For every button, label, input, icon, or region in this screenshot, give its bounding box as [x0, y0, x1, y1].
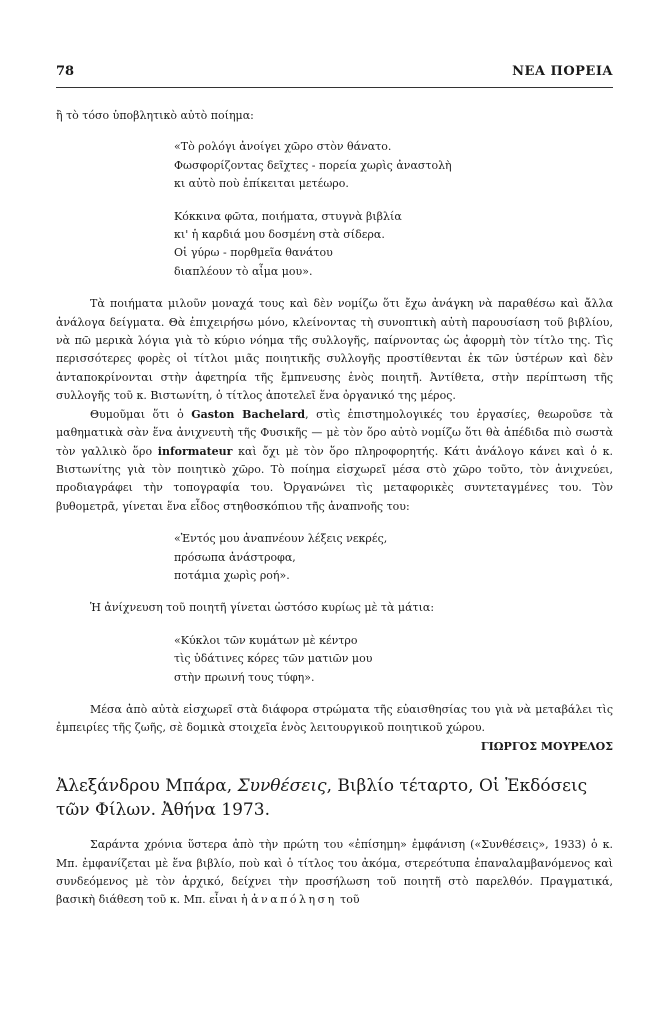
running-head: ΝΕΑ ΠΟΡΕΙΑ	[512, 64, 613, 79]
poem-line: Φωσφορίζοντας δεῖχτες - πορεία χωρὶς ἀναστολὴ	[174, 158, 452, 172]
review-author: Ἀλεξάνδρου Μπάρα,	[56, 776, 238, 797]
para2-text-a: Θυμοῦμαι ὅτι ὁ	[90, 407, 192, 421]
author-signature: ΓΙΩΡΓΟΣ ΜΟΥΡΕΛΟΣ	[480, 739, 613, 753]
paragraph-1: Τὰ ποιήματα μιλοῦν μοναχά τους καὶ δὲν νομίζω ὅτι ἔχω ἀνάγκη νὰ παραθέσω καὶ ἄλλα ἀνάλογα δείγματα. Θὰ ἐπιχειρήσω μόνο, κλείνοντας τὴ συνοπτικὴ αὐτὴ παρουσίαση τοῦ βιβλίου, νὰ πῶ μερικὰ λόγια γιὰ τὸ κύριο νόημα τῆς συλλογῆς, παίρνοντας ὡς ἀφορμὴ τὸν τίτλο της. Τὶς περισσότερες φορὲς οἱ τίτλοι μιᾶς ποιητικῆς συλλογῆς προστίθενται ἐκ τῶν ὑστέρων καὶ δὲν ἀνταποκρίνονται στὴν ἀφετηρία τῆς ἔμπνευσης ἑνὸς ποιητῆ. Ἀντίθετα, στὴν περίπτωση τῆς συλλογῆς τοῦ κ. Βιστωνίτη, ὁ τίτλος ἀποτελεῖ ἕνα ὀργανικό της μέρος.	[56, 297, 613, 403]
block-gap	[56, 281, 613, 295]
spaced-word: ἀναπόληση	[251, 893, 337, 907]
poem-line: πρόσωπα ἀνάστροφα,	[174, 550, 296, 564]
review-text-b: τοῦ	[336, 893, 360, 907]
poem-line: «Τὸ ρολόγι ἀνοίγει χῶρο στὸν θάνατο.	[174, 140, 392, 154]
paragraph-2	[56, 406, 613, 516]
name-bachelard: Gaston Bachelard	[191, 407, 306, 421]
poem-line: κι' ἡ καρδιά μου δοσμένη στὰ σίδερα.	[174, 228, 385, 242]
review-book-title: Συνθέσεις	[237, 776, 327, 797]
block-gap	[56, 516, 613, 530]
block-gap	[56, 618, 613, 632]
stanza-gap	[174, 194, 613, 208]
poem-line: Κόκκινα φῶτα, ποιήματα, στυγνὰ βιβλία	[174, 209, 402, 223]
review-paragraph	[56, 836, 613, 910]
review-publication: , Βιβλίο τέταρτο, Οἱ Ἐκδόσεις τῶν Φίλων. Ἀθήνα 1973.	[56, 776, 588, 821]
poem-excerpt-1	[174, 138, 613, 281]
poem-excerpt-2	[174, 530, 613, 585]
page-header	[56, 64, 613, 86]
poem-line: διαπλέουν τὸ αἷμα μου».	[174, 264, 313, 278]
article-body	[56, 107, 613, 910]
poem-line: στὴν πρωινή τους τύφη».	[174, 670, 315, 684]
poem-line: κι αὐτὸ ποὺ ἐπίκειται μετέωρο.	[174, 177, 349, 191]
poem-line: «Ἐντός μου ἀναπνέουν λέξεις νεκρές,	[174, 532, 388, 546]
paragraph-3: Ἡ ἀνίχνευση τοῦ ποιητῆ γίνεται ὡστόσο κυρίως μὲ τὰ μάτια:	[90, 601, 435, 615]
intro-line: ἢ τὸ τόσο ὑποβλητικὸ αὐτὸ ποίημα:	[56, 109, 254, 122]
para2-text-c: καὶ ὄχι μὲ τὸν ὅρο πληροφορητής. Κάτι ἀνάλογο κάνει καὶ ὁ κ. Βιστωνίτης γιὰ τὸν ποιητικὸ χῶρο. Τὸ ποίημα εἰσχωρεῖ μέσα στὸ χῶρο τοῦτο, τὸν ἀνιχνεύει, προδιαγράφει τὴν τοπογραφία του. Ὀργανώνει τὶς μεταφορικὲς συντεταγμένες του. Τὸν βυθομετρᾶ, γίνεται ἕνα εἶδος στηθοσκόπιου τῆς ἀναπνοῆς του:	[56, 444, 614, 513]
para2-text-b: , στὶς ἐπιστημολογικές του ἐργασίες, θεωροῦσε τὰ μαθηματικὰ σὰν ἕνα ἀνιχνευτὴ τῆς Φυσικῆς — μὲ τὸν ὅρο αὐτὸ νομίζω ὅτι θὰ ἀπέδιδα πιὸ σωστὰ τὸν γαλλικὸ ὅρο	[56, 407, 613, 458]
poem-line: «Κύκλοι τῶν κυμάτων μὲ κέντρο	[174, 633, 358, 647]
term-informateur: informateur	[157, 444, 233, 458]
poem-excerpt-3	[174, 632, 613, 687]
poem-line: Οἱ γύρω - πορθμεῖα θανάτου	[174, 246, 333, 260]
paragraph-4: Μέσα ἀπὸ αὐτὰ εἰσχωρεῖ στὰ διάφορα στρώματα τῆς εὐαισθησίας του γιὰ νὰ μεταβάλει τὶς ἐμπειρίες τῆς ζωῆς, σὲ δομικὰ στοιχεῖα ἑνὸς λειτουργικοῦ ποιητικοῦ χώρου.	[56, 702, 613, 735]
poem-line: ποτάμια χωρὶς ροή».	[174, 568, 290, 582]
poem-line: τὶς ὑδάτινες κόρες τῶν ματιῶν μου	[174, 652, 373, 666]
review-text-a: Σαράντα χρόνια ὕστερα ἀπὸ τὴν πρώτη του «ἐπίσημη» ἐμφάνιση («Συνθέσεις», 1933) ὁ κ. Μπ. ἐμφανίζεται μὲ ἕνα βιβλίο, ποὺ καὶ ὁ τίτλος του ἀκόμα, στερεότυπα ἐπαναλαμβανόμενος καὶ συνδεόμενος μὲ τὸν ἀρχικό, δείχνει τὴν προσήλωση τοῦ ποιητῆ στὸ παρελθόν. Πραγματικά, βασικὴ διάθεση τοῦ κ. Μπ. εἶναι ἡ	[56, 838, 613, 907]
header-rule	[56, 87, 613, 88]
review-heading	[56, 774, 613, 822]
block-gap	[56, 687, 613, 701]
page-number: 78	[56, 64, 75, 79]
block-gap	[56, 585, 613, 599]
